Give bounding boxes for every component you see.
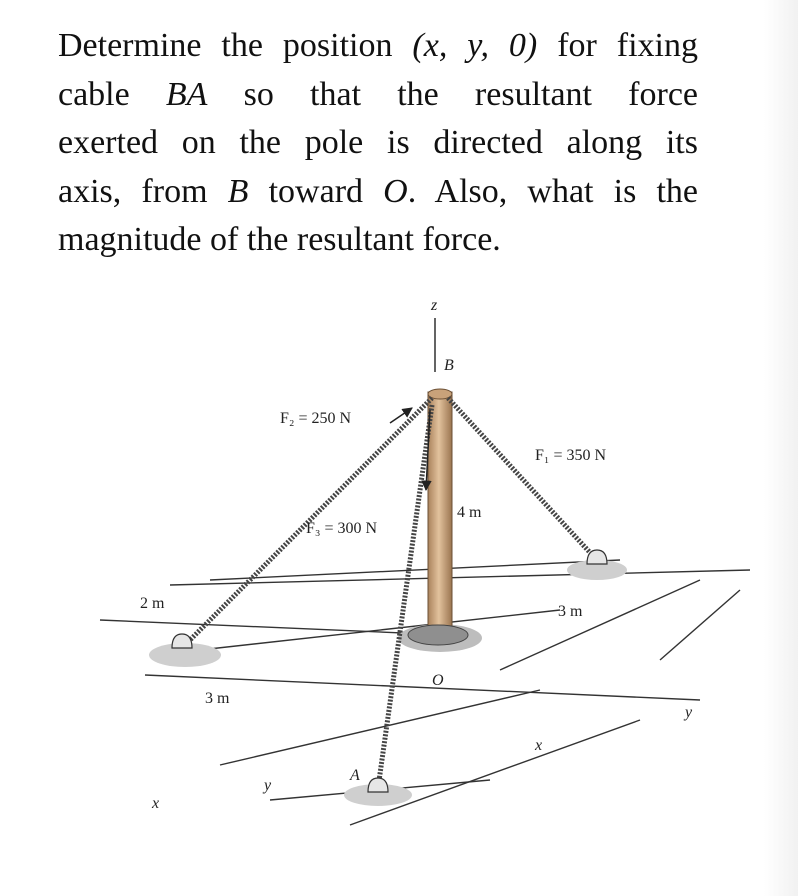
far-grid-line — [210, 560, 620, 580]
label-b: B — [444, 357, 454, 374]
problem-line-3: exerted on the pole is directed along its — [58, 124, 698, 161]
math-point-b: B — [227, 172, 249, 210]
label-y-left: y — [264, 777, 272, 794]
anchor-a — [368, 778, 388, 792]
text-segment: toward — [248, 172, 384, 210]
cable-f3 — [378, 405, 432, 788]
label-z: z — [431, 297, 438, 314]
label-left-3m: 3 m — [205, 690, 230, 707]
pole-top — [428, 389, 452, 399]
cable-f1 — [448, 398, 595, 558]
math-point-o: O — [383, 172, 408, 210]
math-position: (x, y, 0) — [412, 27, 538, 64]
right-x-line — [500, 580, 700, 670]
label-f3: F₃ = 300 N — [306, 520, 378, 537]
text-segment: for fixing — [537, 27, 699, 64]
label-f2: F₂ = 250 N — [280, 410, 352, 427]
label-x-left: x — [152, 795, 160, 812]
problem-line-5: magnitude of the resultant force. — [58, 221, 501, 258]
math-cable-ba: BA — [165, 75, 208, 113]
cables — [185, 398, 595, 788]
x-axis-left — [220, 690, 543, 765]
text-segment: . Also, what is the — [407, 172, 698, 210]
problem-line-2 — [58, 71, 698, 120]
problem-statement — [58, 22, 698, 265]
pole-cable-figure — [60, 280, 760, 880]
label-right-3m: 3 m — [558, 603, 583, 620]
anchor-left — [172, 634, 192, 648]
front-y-line — [350, 720, 640, 825]
label-y-right: y — [685, 704, 693, 721]
dim-line-left — [155, 610, 560, 655]
anchor-right — [587, 550, 607, 564]
label-x-right: x — [535, 737, 543, 754]
label-left-2m: 2 m — [140, 595, 165, 612]
label-o: O — [432, 672, 444, 689]
text-segment: so that the resultant force — [207, 75, 699, 113]
text-segment: cable — [58, 75, 166, 113]
ground-grid — [100, 560, 750, 825]
pole-base-plate — [408, 625, 468, 645]
pole — [428, 392, 452, 634]
label-f1: F₁ = 350 N — [535, 447, 607, 464]
label-pole-height: 4 m — [457, 504, 482, 521]
text-segment: Determine the position — [58, 27, 413, 64]
text-segment: axis, from — [58, 172, 228, 210]
problem-line-1 — [58, 22, 698, 71]
right-dim-line — [660, 590, 740, 660]
problem-line-4 — [58, 168, 698, 217]
label-a: A — [350, 767, 360, 784]
page-edge-shadow — [764, 0, 798, 896]
